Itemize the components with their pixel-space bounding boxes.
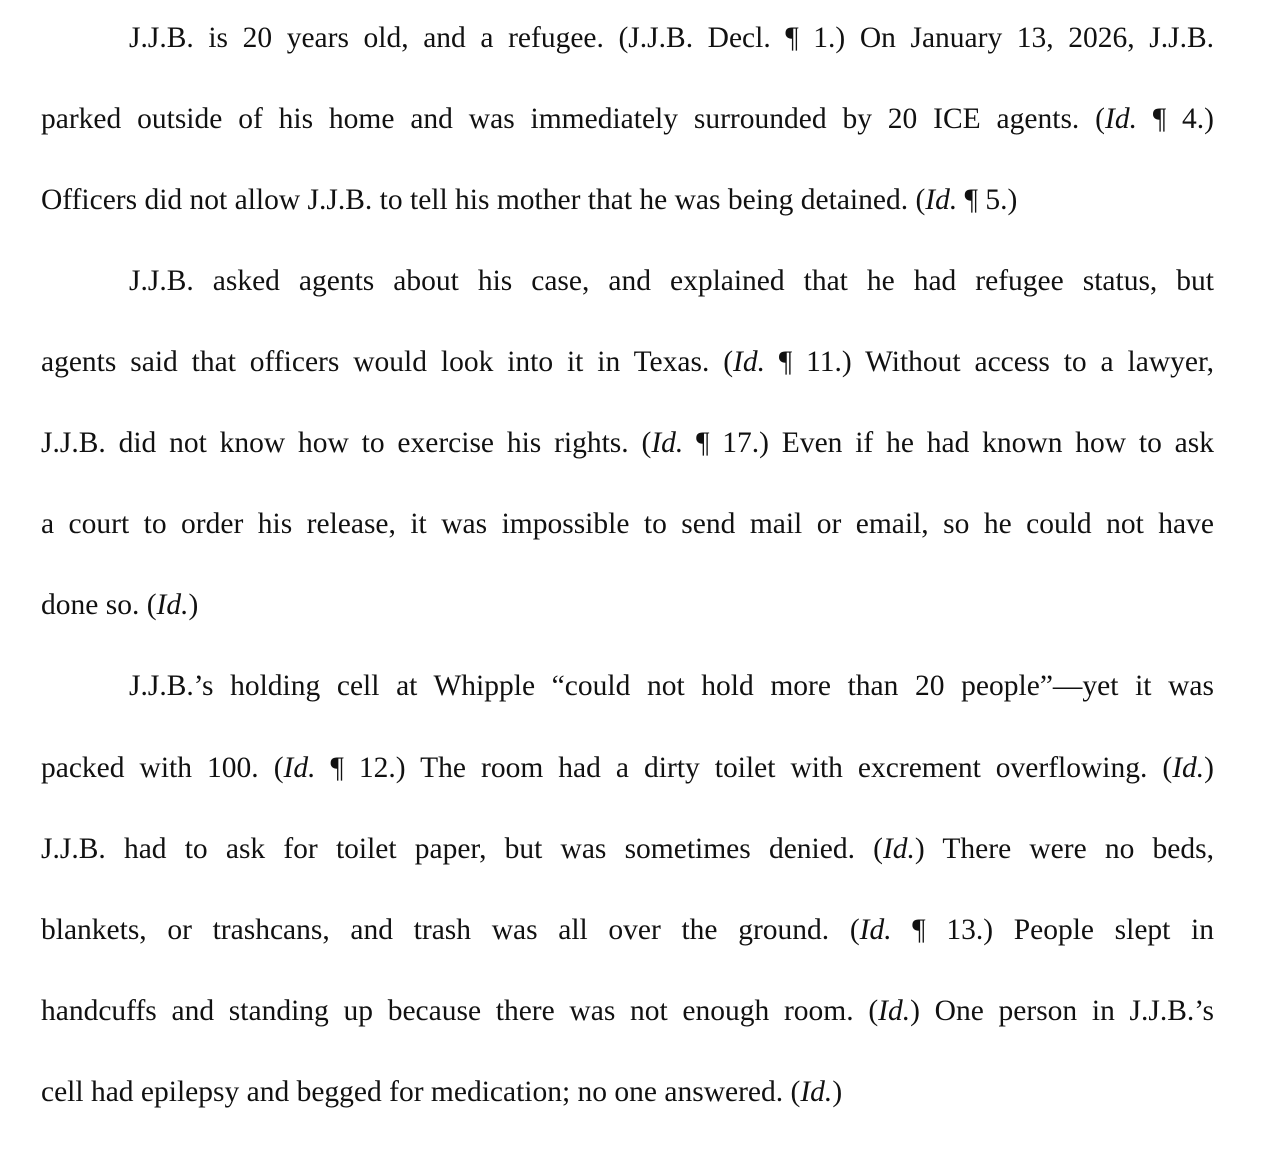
citation-id: Id. [283,752,316,784]
citation-id: Id. [1172,752,1205,784]
paragraph-3-line-3 [41,829,1214,869]
citation-id: Id. [878,995,911,1027]
text-run: ) [1204,752,1214,784]
text-run: ¶ 12.) The room had a dirty toilet with excrement overflowing. ( [315,752,1173,784]
text-run: handcuffs and standing up because there was not enough room. ( [41,995,879,1027]
citation-id: Id. [1105,103,1137,135]
text-run: done so. ( [41,589,157,621]
text-run: ) [832,1076,843,1108]
document-page [41,0,1214,1150]
citation-id: Id. [651,427,684,459]
text-run: ¶ 17.) Even if he had known how to ask [683,427,1215,459]
text-run: ¶ 5.) [957,184,1018,216]
text-run: a court to order his release, it was impossible to send mail or email, so he could not have [41,508,1214,540]
citation-id: Id. [882,833,915,865]
paragraph-2-line-5 [41,585,1214,625]
paragraph-1-line-3 [41,180,1214,220]
text-run: agents said that officers would look into it in Texas. ( [41,346,734,378]
citation-id: Id. [156,589,189,621]
paragraph-3-line-5 [41,991,1214,1031]
text-run: blankets, or trashcans, and trash was all over the ground. ( [41,914,860,946]
paragraph-2-line-2 [41,342,1214,382]
text-run: Officers did not allow J.J.B. to tell his mother that he was being detained. ( [41,184,926,216]
text-run: ¶ 4.) [1136,103,1214,135]
paragraph-2-line-4 [41,504,1214,544]
citation-id: Id. [925,184,958,216]
text-run: J.J.B. asked agents about his case, and explained that he had refugee status, but [129,265,1214,297]
text-run: J.J.B. is 20 years old, and a refugee. (J.J.B. Decl. ¶ 1.) On January 13, 2026, J.J.B. [129,22,1214,54]
text-run: ¶ 11.) Without access to a lawyer, [765,346,1214,378]
text-run: ) [188,589,199,621]
paragraph-3-line-2 [41,748,1214,788]
text-run: J.J.B. had to ask for toilet paper, but was sometimes denied. ( [41,833,883,865]
citation-id: Id. [733,346,765,378]
citation-id: Id. [859,914,892,946]
text-run: ) There were no beds, [914,833,1214,865]
text-run: ) One person in J.J.B.’s [910,995,1214,1027]
paragraph-2-line-1 [41,261,1214,301]
paragraph-3-line-1 [41,666,1214,706]
text-run: J.J.B.’s holding cell at Whipple “could not hold more than 20 people”—yet it was [129,670,1214,702]
text-run: J.J.B. did not know how to exercise his rights. ( [41,427,652,459]
paragraph-3-line-6 [41,1072,1214,1112]
citation-id: Id. [800,1076,833,1108]
paragraph-2-line-3 [41,423,1214,463]
text-run: parked outside of his home and was immediately surrounded by 20 ICE agents. ( [41,103,1105,135]
paragraph-1-line-1 [41,18,1214,58]
paragraph-1-line-2 [41,99,1214,139]
text-run: packed with 100. ( [41,752,284,784]
text-run: cell had epilepsy and begged for medication; no one answered. ( [41,1076,801,1108]
text-run: ¶ 13.) People slept in [891,914,1214,946]
paragraph-3-line-4 [41,910,1214,950]
